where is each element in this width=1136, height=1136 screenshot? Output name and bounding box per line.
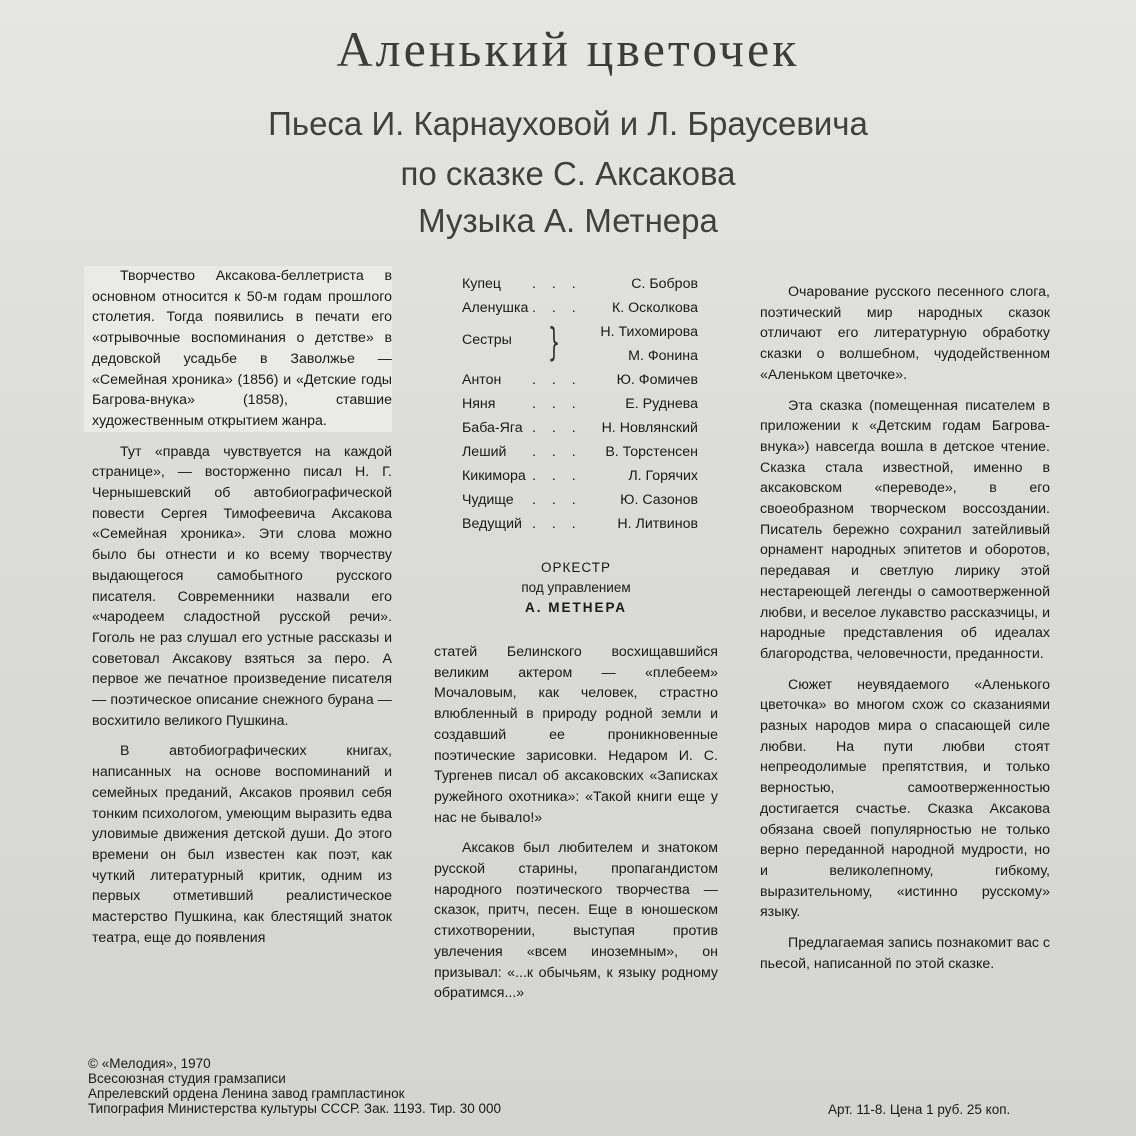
conductor-name: А. МЕТНЕРА bbox=[524, 600, 628, 615]
cast-role: Ведущий bbox=[462, 516, 522, 532]
cast-actor: Н. Новлянский bbox=[601, 420, 698, 436]
leader-dots: . . . bbox=[532, 444, 582, 460]
studio-line: Всесоюзная студия грамзаписи bbox=[88, 1071, 286, 1086]
leader-dots: . . . bbox=[532, 492, 582, 508]
price-label: Арт. 11-8. Цена 1 руб. 25 коп. bbox=[828, 1102, 1011, 1117]
copyright-line: © «Мелодия», 1970 bbox=[88, 1056, 211, 1071]
orchestra-heading: ОРКЕСТР bbox=[541, 560, 611, 575]
cast-role: Аленушка bbox=[462, 300, 529, 316]
orchestra-line: под управлением bbox=[521, 580, 631, 595]
cast-row bbox=[458, 392, 698, 416]
paragraph: Эта сказка (помещенная писателем в приложении к «Детским годам Багрова-внука») навсегда вошла в детское чтение. Сказка стала известной, именно в аксаковском «переводе», в его своеобразном творческом воссоздании. Писатель бережно сохранил затейливый орнамент народных эпитетов и оборотов, передавая и светлую лирику этой нестареющей легенды о самоотверженной любви, и веселое лукавство рассказчицы, и народные представления об идеалах благородства, человечности, преданности. bbox=[760, 397, 1050, 662]
paragraph: Аксаков был любителем и знатоком русской старины, пропагандистом народного поэтического творчества — сказок, притч, песен. Еще в юношеском стихотворении, выступая против увлечения «всем иноземным», он призывал: «...к обычьям, к языку родному обратимся...» bbox=[434, 840, 718, 1002]
cast-role: Няня bbox=[462, 396, 496, 412]
cast-role: Чудище bbox=[462, 492, 514, 508]
cast-actor: Ю. Сазонов bbox=[620, 492, 698, 508]
paragraph: статей Белинского восхищавшийся великим актером — «плебеем» Мочаловым, как человек, страстно влюбленный в природу родной земли и создавший ее проникновенные поэтические зарисовки. Недаром И. С. Тургенев писал об аксаковских «Записках ружейного охотника»: «Такой книги еще у нас не бывало!» bbox=[434, 644, 718, 826]
cast-row bbox=[458, 368, 698, 392]
paragraph: Творчество Аксакова-беллетриста в основном относится к 50-м годам прошлого столетия. Тогда появились в печати его «отрывочные воспоминания о детстве» в дедовской усадьбе в Заволжье — «Семейная хроника» (1856) и «Детские годы Багрова-внука» (1858), ставшие художественным открытием жанра. bbox=[84, 266, 392, 432]
source-tale: по сказке С. Аксакова bbox=[400, 155, 736, 192]
leader-dots: . . . bbox=[532, 300, 582, 316]
leader-dots: . . . bbox=[532, 372, 582, 388]
printing-line: Типография Министерства культуры СССР. Зак. 1193. Тир. 30 000 bbox=[88, 1101, 502, 1116]
paragraph: Тут «правда чувствуется на каждой странице», — восторженно писал Н. Г. Чернышевский об автобиографической повести Сергея Тимофеевича Аксакова «Семейная хроника». Эти слова можно было бы отнести и ко всему творчеству выдающегося самобытного русского писателя. Современники назвали его «чародеем сладостной русской речи». Гоголь не раз слушал его устные рассказы и советовал Аксакову взяться за перо. А первое же печатное произведение писателя — поэтическое описание снежного бурана — восхитило великого Пушкина. bbox=[92, 443, 392, 729]
cast-role: Баба-Яга bbox=[462, 420, 523, 436]
paragraph: Сюжет неувядаемого «Аленького цветочка» во многом схож со сказаниями разных народов мира о спасающей силе любви. На пути любви стоят непреодолимые препятствия, и только верностью, самоотверженностью достигается счастье. Сказка Аксакова обязана своей популярностью не только верно переданной народной мудрости, но и великолепному, гибкому, выразительному, «истинно русскому» языку. bbox=[760, 676, 1050, 921]
orchestra-credit bbox=[434, 558, 718, 618]
imprint bbox=[88, 1056, 501, 1116]
paragraph: Очарование русского песенного слога, поэтический мир народных сказок отличают его литературную обработку сказки о волшебном, чудодейственном «Аленьком цветочке». bbox=[760, 284, 1050, 383]
cast-row-sisters bbox=[458, 320, 698, 368]
leader-dots: . . . bbox=[532, 276, 582, 292]
leader-dots: . . . bbox=[532, 396, 582, 412]
cast-row bbox=[458, 416, 698, 440]
cast-actor: С. Бобров bbox=[631, 276, 698, 292]
leader-dots: . . . bbox=[532, 516, 582, 532]
cast-row bbox=[458, 440, 698, 464]
text-column-left bbox=[92, 266, 392, 959]
music-credit: Музыка А. Метнера bbox=[418, 202, 718, 239]
leader-dots: . . . bbox=[532, 420, 582, 436]
text-column-middle bbox=[434, 642, 718, 1014]
cast-actor: М. Фонина bbox=[628, 348, 698, 364]
cast-role: Кикимора bbox=[462, 468, 526, 484]
cast-role: Антон bbox=[462, 372, 502, 388]
cast-actor: Ю. Фомичев bbox=[616, 372, 698, 388]
page-title: Аленький цветочек bbox=[336, 21, 800, 77]
factory-line: Апрелевский ордена Ленина завод грампластинок bbox=[88, 1086, 405, 1101]
paragraph: В автобиографических книгах, написанных на основе воспоминаний и семейных преданий, Аксаков проявил себя тонким психологом, умеющим выразить едва уловимые движения детской души. До этого времени он был известен как поэт, как чуткий литературный критик, одним из первых отметивший реалистическое мастерство Пушкина, как блестящий знаток театра, еще до появления bbox=[92, 743, 392, 946]
cast-role: Леший bbox=[462, 444, 507, 460]
cast-list bbox=[458, 272, 698, 536]
cast-row bbox=[458, 464, 698, 488]
cast-actor: К. Осколкова bbox=[611, 300, 698, 316]
cast-row bbox=[458, 488, 698, 512]
cast-row bbox=[458, 272, 698, 296]
text-column-right bbox=[760, 282, 1050, 985]
cast-role: Сестры bbox=[462, 332, 512, 348]
cast-actor: Н. Литвинов bbox=[617, 516, 698, 532]
cast-actor: Н. Тихомирова bbox=[600, 324, 698, 340]
cast-actor: В. Торстенсен bbox=[605, 444, 698, 460]
leader-dots: . . . bbox=[532, 468, 582, 484]
paragraph: Предлагаемая запись познакомит вас с пьесой, написанной по этой сказке. bbox=[760, 935, 1050, 972]
cast-row bbox=[458, 512, 698, 536]
cast-row bbox=[458, 296, 698, 320]
play-authors: Пьеса И. Карнауховой и Л. Браусевича bbox=[268, 105, 868, 142]
brace-icon: } bbox=[548, 320, 561, 364]
cast-role: Купец bbox=[462, 276, 502, 292]
cast-actor: Е. Руднева bbox=[625, 396, 698, 412]
cast-actor: Л. Горячих bbox=[628, 468, 698, 484]
